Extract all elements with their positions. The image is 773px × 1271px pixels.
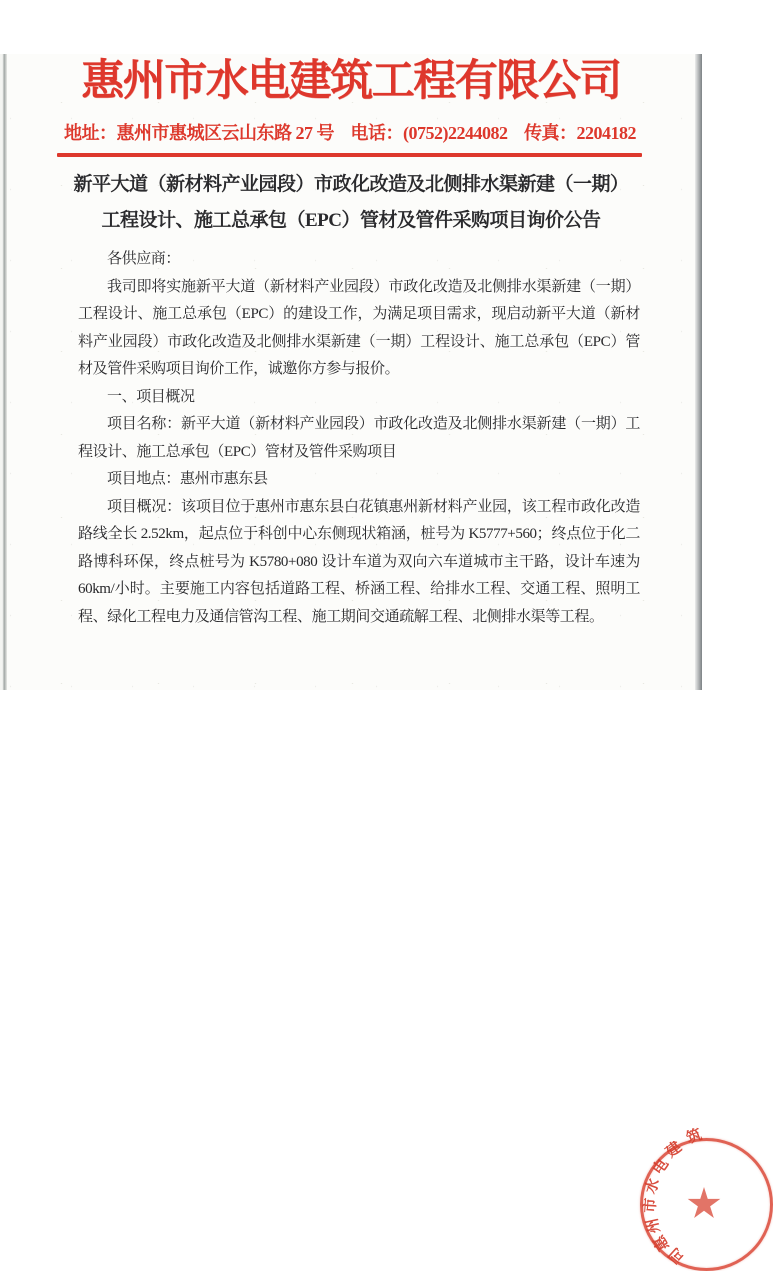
seal-character: 电 xyxy=(650,1156,672,1178)
project-name-paragraph: 项目名称：新平大道（新材料产业园段）市政化改造及北侧排水渠新建（一期）工程设计、施工总承包（EPC）管材及管件采购项目 xyxy=(78,416,640,460)
seal-character: 水 xyxy=(642,1176,664,1197)
seal-character: 惠 xyxy=(651,1232,673,1254)
scanned-document-page xyxy=(0,54,705,1266)
seal-character: 州 xyxy=(644,1216,664,1235)
salutation: 各供应商： xyxy=(107,251,181,267)
letterhead-divider xyxy=(57,153,642,157)
seal-character: 建 xyxy=(663,1139,686,1162)
document-body xyxy=(78,246,640,631)
project-location-paragraph: 项目地点：惠州市惠东县 xyxy=(107,471,268,487)
seal-character: 司 xyxy=(666,1243,689,1266)
section-1-heading: 一、项目概况 xyxy=(107,388,195,405)
document-title-line-2: 工程设计、施工总承包（EPC）管材及管件采购项目询价公告 xyxy=(101,210,601,231)
company-phone: 电话：(0752)2244082 xyxy=(350,123,508,143)
seal-character: 筑 xyxy=(684,1126,705,1148)
company-address: 地址：惠州市惠城区云山东路 27 号 xyxy=(64,123,334,143)
contact-info-row xyxy=(64,119,636,145)
document-title-line-1: 新平大道（新材料产业园段）市政化改造及北侧排水渠新建（一期） xyxy=(73,174,629,195)
company-fax: 传真：2204182 xyxy=(524,123,636,143)
intro-paragraph: 我司即将实施新平大道（新材料产业园段）市政化改造及北侧排水渠新建（一期）工程设计、施工总承包（EPC）的建设工作，为满足项目需求，现启动新平大道（新材料产业园段）市政化改造及北侧排水渠新建（一期）工程设计、施工总承包（EPC）管材及管件采购项目询价工作，诚邀你方参与报价。 xyxy=(78,278,640,377)
company-name: 惠州市水电建筑工程有限公司 xyxy=(81,58,621,105)
document-title xyxy=(0,172,702,234)
project-overview-paragraph: 项目概况：该项目位于惠州市惠东县白花镇惠州新材料产业园，该工程市政化改造路线全长 2.52km，起点位于科创中心东侧现状箱涵，桩号为 K5777+560；终点位于化二路博科环保，终点桩号为 K5780+080 设计车道为双向六车道城市主干路，设计车速为 60km/小时。主要施工内容包括道路工程、桥涵工程、给排水工程、交通工程、照明工程、绿化工程电力及通信管沟工程、施工期间交通疏解工程、北侧排水渠等工程。 xyxy=(78,498,640,625)
scan-edge-left xyxy=(0,54,7,690)
scan-edge-right xyxy=(695,54,702,690)
seal-character: 市 xyxy=(642,1197,660,1214)
